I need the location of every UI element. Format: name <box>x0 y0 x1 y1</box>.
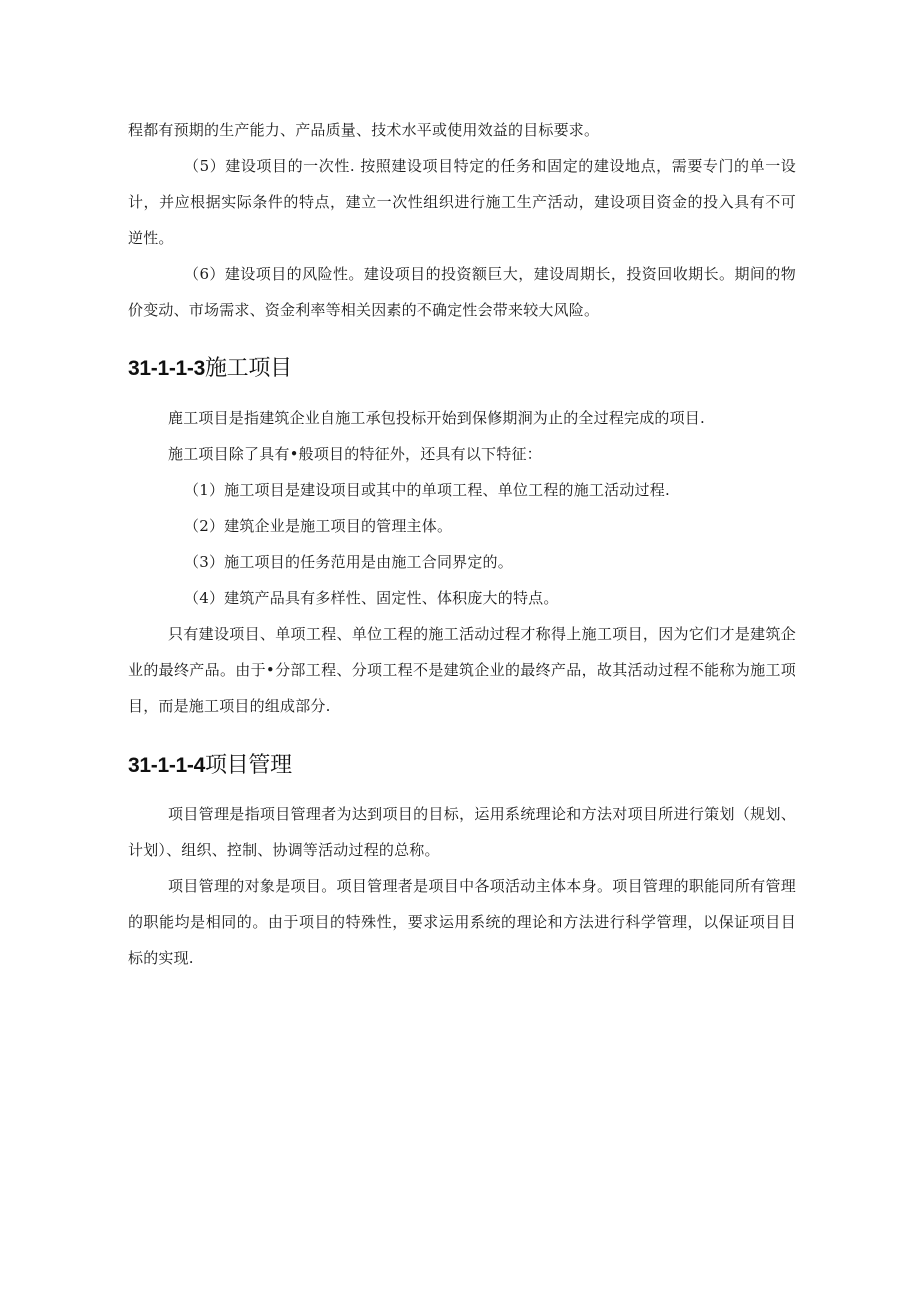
list-item-5: （5）建设项目的一次性. 按照建设项目特定的任务和固定的建设地点，需要专门的单一设计，并应根据实际条件的特点，建立一次性组织进行施工生产活动，建设项目资金的投入具有不可逆性。 <box>128 157 796 247</box>
section-heading-project-management <box>128 754 796 778</box>
list-item-3: （3）施工项目的任务范用是由施工合同界定的。 <box>184 553 513 571</box>
list-item-2: （2）建筑企业是施工项目的管理主体。 <box>184 517 453 535</box>
section-construction-project-body <box>128 400 796 724</box>
section-title: 施工项目 <box>204 356 292 381</box>
list-item-6: （6）建设项目的风险性。建设项目的投资额巨大，建设周期长，投资回收期长。期间的物价变动、市场需求、资金利率等相关因素的不确定性会带来较大风险。 <box>128 265 796 319</box>
section-project-management-body <box>128 796 796 976</box>
closing-paragraph: 只有建设项目、单项工程、单位工程的施工活动过程才称得上施工项目，因为它们才是建筑企业的最终产品。由于•分部工程、分项工程不是建筑企业的最终产品，故其活动过程不能称为施工项目，而是施工项目的组成部分. <box>128 625 796 715</box>
list-item-1: （1）施工项目是建设项目或其中的单项工程、单位工程的施工活动过程. <box>184 481 670 499</box>
list-item-4: （4）建筑产品具有多样性、固定性、体积庞大的特点。 <box>184 589 559 607</box>
paragraph-continued: 程都有预期的生产能力、产品质量、技术水平或使用效益的目标要求。 <box>128 121 600 139</box>
object-paragraph: 项目管理的对象是项目。项目管理者是项目中各项活动主体本身。项目管理的职能同所有管理的职能均是相同的。由于项目的特殊性，要求运用系统的理论和方法进行科学管理，以保证项目目标的实现. <box>128 877 796 967</box>
definition-paragraph: 项目管理是指项目管理者为达到项目的目标，运用系统理论和方法对项目所进行策划（规划、计划）、组织、控制、协调等活动过程的总称。 <box>128 805 796 859</box>
section-heading-construction-project <box>128 357 796 381</box>
previous-section-continuation <box>128 112 796 328</box>
section-number: 31-1-1-3 <box>128 357 205 380</box>
lead-paragraph: 施工项目除了具有•般项目的特征外，还具有以下特征： <box>168 445 542 463</box>
section-title: 项目管理 <box>204 753 292 778</box>
definition-paragraph: 鹿工项目是指建筑企业自施工承包投标开始到保修期涧为止的全过程完成的项目. <box>168 409 705 427</box>
section-number: 31-1-1-4 <box>128 754 205 777</box>
